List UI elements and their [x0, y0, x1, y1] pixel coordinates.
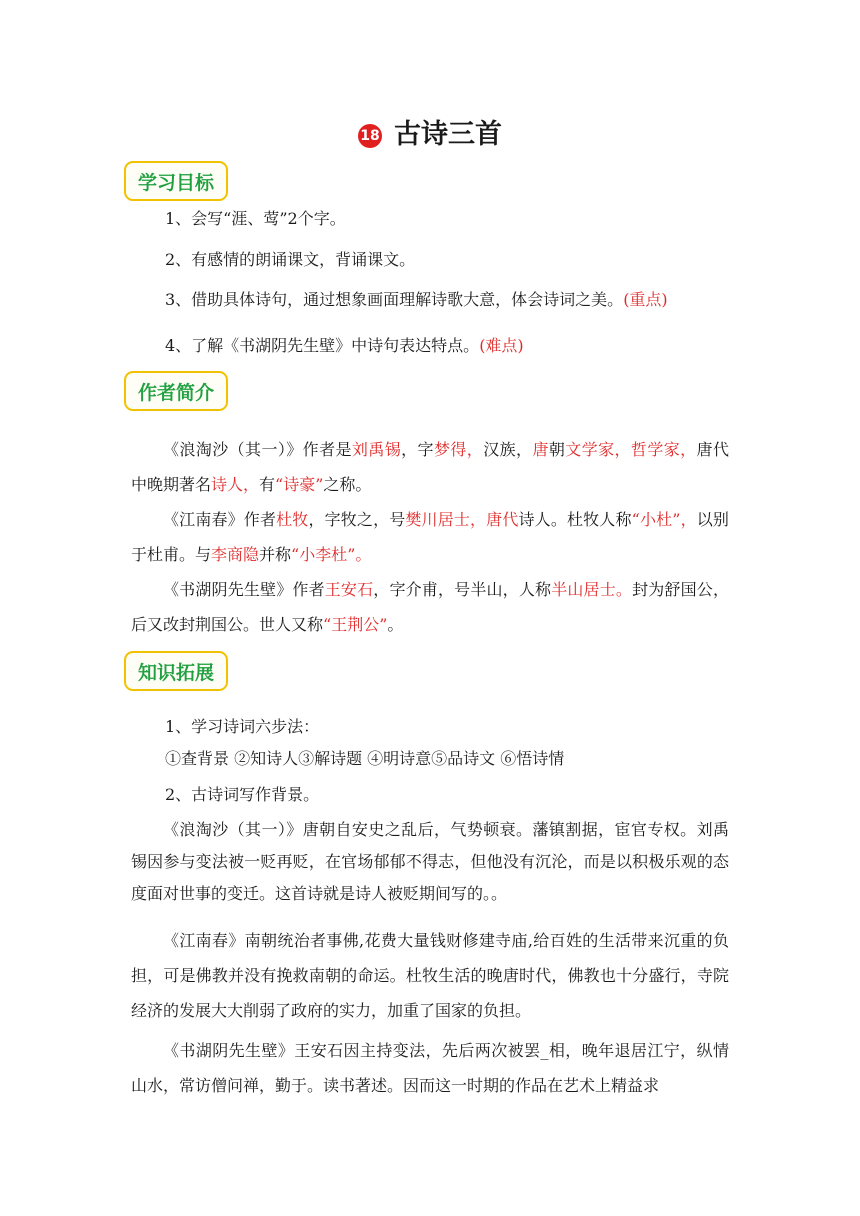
background-paragraph-1: 《浪淘沙（其一）》唐朝自安史之乱后，气势顿衰。藩镇割据，宦官专权。刘禹锡因参与变法被一贬再贬，在官场郁郁不得志，但他没有沉沦，而是以积极乐观的态度面对世事的变迁。这首诗就是诗人被贬期间写的。。 — [131, 820, 729, 903]
author-paragraph-2: 《江南春》作者杜牧，字牧之，号樊川居士，唐代诗人。杜牧人称“小杜”，以别于杜甫。与李商隐并称“小李杜”。 — [131, 510, 729, 564]
expansion-line-3: 2、古诗词写作背景。 — [165, 785, 320, 804]
lesson-number-badge: 18 — [358, 124, 382, 148]
difficult-point-mark: (难点) — [479, 336, 524, 355]
section-heading-authors: 作者简介 — [124, 371, 228, 411]
section-heading-expansion: 知识拓展 — [124, 651, 228, 691]
goal-item-1: 1、会写“涯、莺”2个字。 — [165, 209, 346, 228]
goal-item-3-text: 3、借助具体诗句，通过想象画面理解诗歌大意，体会诗词之美。 — [165, 290, 624, 309]
title-text: 古诗三首 — [394, 119, 502, 150]
background-paragraph-3: 《书湖阴先生壁》王安石因主持变法，先后两次被罢_相，晚年退居江宁，纵情山水，常访僧问禅，勤于。读书著述。因而这一时期的作品在艺术上精益求 — [131, 1041, 729, 1095]
six-steps-line: ①查背景 ②知诗人③解诗题 ④明诗意⑤品诗文 ⑥悟诗情 — [165, 749, 565, 768]
background-paragraph-2: 《江南春》南朝统治者事佛,花费大量钱财修建寺庙,给百姓的生活带来沉重的负担，可是佛教并没有挽救南朝的命运。杜牧生活的晚唐时代，佛教也十分盛行，寺院经济的发展大大削弱了政府的实力，加重了国家的负担。 — [131, 931, 729, 1020]
page-title — [0, 112, 860, 151]
goal-item-3 — [165, 289, 668, 311]
author-paragraph-3: 《书湖阴先生壁》作者王安石，字介甫，号半山，人称半山居士。封为舒国公，后又改封荆国公。世人又称“王荆公”。 — [131, 580, 729, 634]
goal-item-2: 2、有感情的朗诵课文，背诵课文。 — [165, 250, 416, 269]
key-point-mark: (重点) — [623, 290, 668, 309]
goal-item-4 — [165, 335, 524, 357]
goal-item-4-text: 4、了解《书湖阴先生壁》中诗句表达特点。 — [165, 336, 480, 355]
author-paragraph-1: 《浪淘沙（其一）》作者是刘禹锡，字梦得，汉族，唐朝文学家，哲学家，唐代中晚期著名诗人，有“诗豪”之称。 — [131, 440, 729, 494]
expansion-line-1: 1、学习诗词六步法： — [165, 717, 320, 736]
section-heading-goals: 学习目标 — [124, 161, 228, 201]
